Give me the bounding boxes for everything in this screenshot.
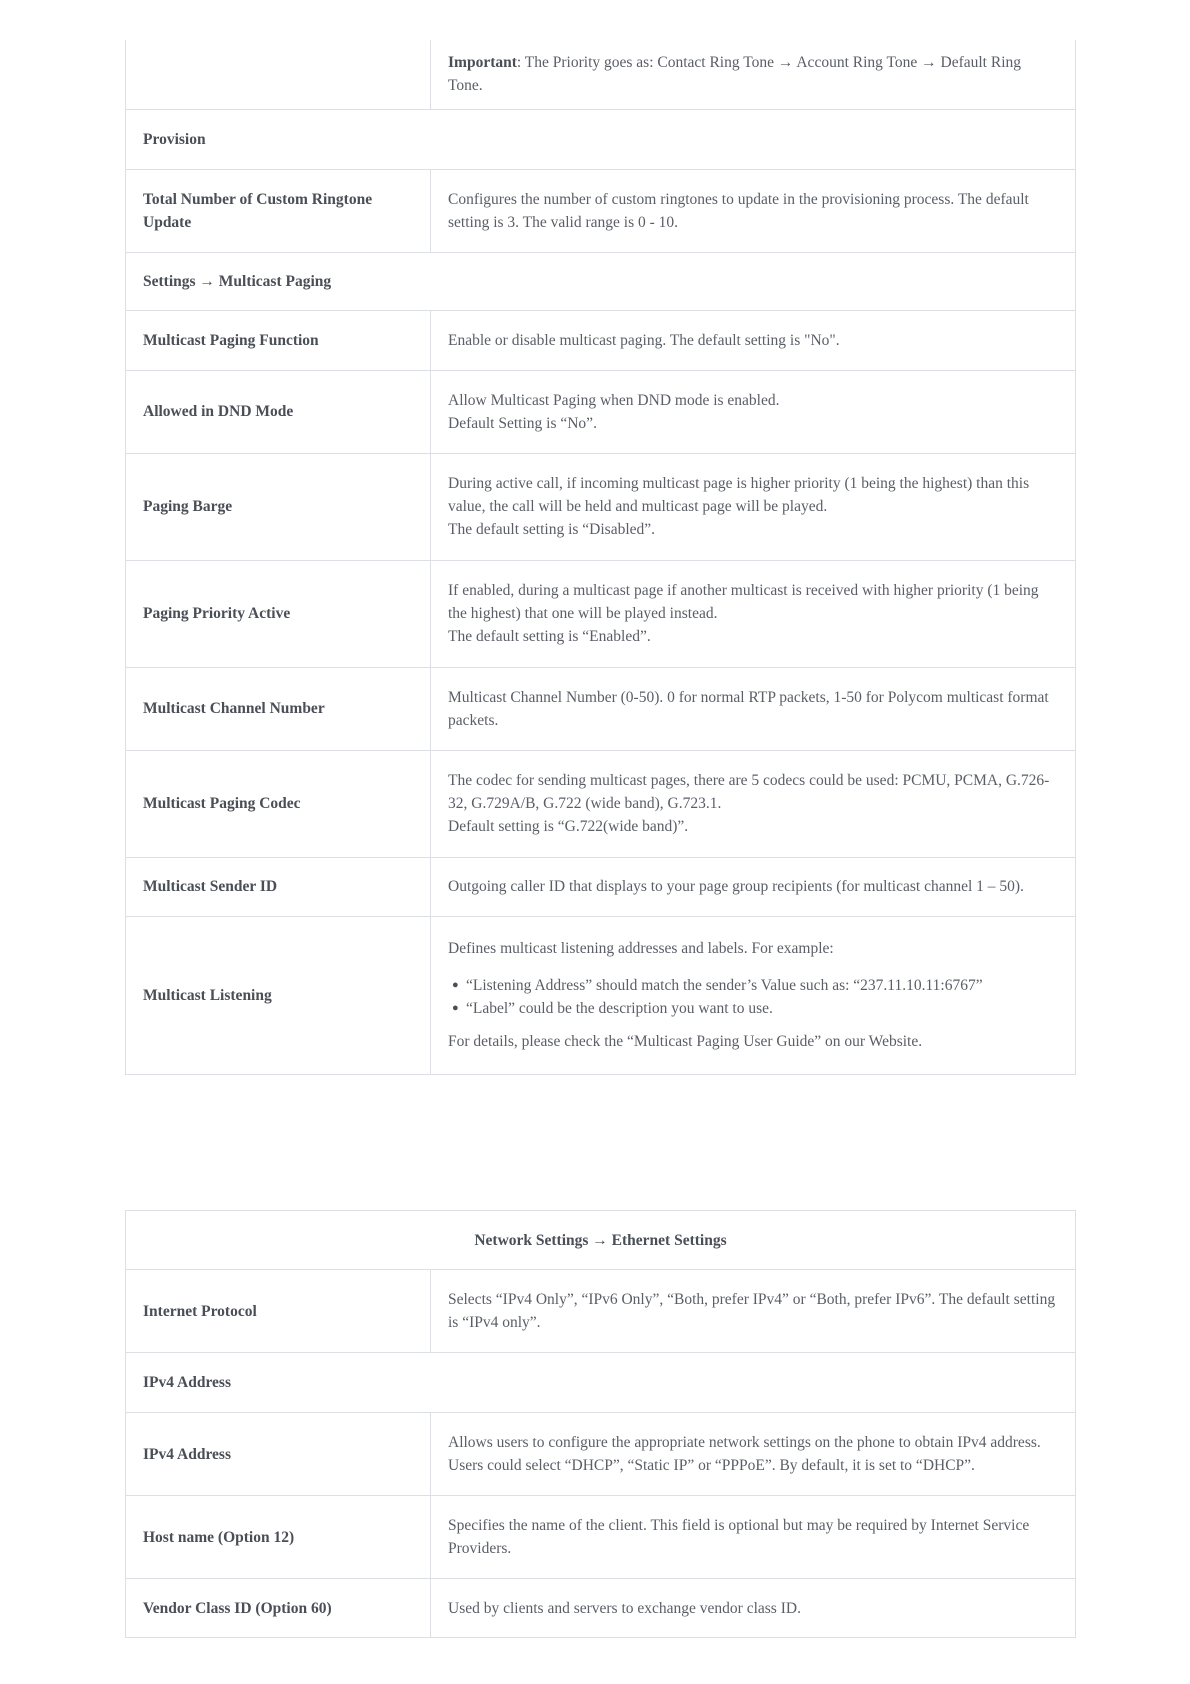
- important-note: [431, 40, 1076, 109]
- description-line: During active call, if incoming multicast page is higher priority (1 being the highest) than this value, the call will be held and multicast page will be played.: [448, 475, 1030, 515]
- list-item: ● “Listening Address” should match the sender’s Value such as: “237.11.10.11:6767”: [448, 974, 1058, 997]
- important-label: Important: [448, 54, 517, 72]
- row-description: [431, 750, 1076, 857]
- table-row: [126, 1579, 1076, 1638]
- description-line: Allow Multicast Paging when DND mode is enabled.: [448, 391, 780, 409]
- description-line: The codec for sending multicast pages, there are 5 codecs could be used: PCMU, PCMA, G.726-32, G.729A/B, G.722 (wide band), G.723.1.: [448, 772, 1050, 812]
- row-label: Vendor Class ID (Option 60): [126, 1579, 431, 1638]
- section-header-multicast-paging: Settings → Multicast Paging: [126, 252, 1076, 310]
- settings-table-multicast: [125, 40, 1076, 1075]
- row-label: Multicast Listening: [126, 916, 431, 1074]
- table-cell-empty: [126, 40, 431, 109]
- row-description: [431, 310, 1076, 370]
- description-line: Default setting is “G.722(wide band)”.: [448, 818, 689, 835]
- row-description: [431, 857, 1076, 916]
- table-row: [126, 453, 1076, 560]
- row-label: Host name (Option 12): [126, 1496, 431, 1579]
- description-line: Multicast Channel Number (0-50). 0 for normal RTP packets, 1-50 for Polycom multicast format packets.: [448, 688, 1049, 729]
- table-row: [126, 916, 1076, 1074]
- description-line: Specifies the name of the client. This field is optional but may be required by Internet Service Providers.: [448, 1517, 1030, 1557]
- row-label: Multicast Sender ID: [126, 857, 431, 916]
- row-description: [431, 1496, 1076, 1579]
- row-label: IPv4 Address: [126, 1413, 431, 1496]
- description-line: Configures the number of custom ringtones to update in the provisioning process. The default setting is 3. The valid range is 0 - 10.: [448, 190, 1029, 231]
- row-label: Paging Barge: [126, 453, 431, 560]
- row-label: Paging Priority Active: [126, 560, 431, 667]
- table-row: [126, 109, 1076, 169]
- row-label: Multicast Paging Function: [126, 310, 431, 370]
- description-line: Enable or disable multicast paging. The default setting is "No".: [448, 331, 840, 349]
- description-line: Selects “IPv4 Only”, “IPv6 Only”, “Both, prefer IPv4” or “Both, prefer IPv6”. The default setting is “IPv4 only”.: [448, 1291, 1056, 1331]
- table-row: [126, 1211, 1076, 1270]
- table-row: [126, 310, 1076, 370]
- table-row: [126, 750, 1076, 857]
- table-row: [126, 370, 1076, 453]
- description-line: Defines multicast listening addresses and labels. For example:: [448, 940, 834, 957]
- table-row: [126, 1270, 1076, 1353]
- table-row: [126, 1496, 1076, 1579]
- description-line: The default setting is “Enabled”.: [448, 628, 651, 645]
- row-description: [431, 916, 1076, 1074]
- table-header: Network Settings → Ethernet Settings: [126, 1211, 1076, 1270]
- table-row: [126, 252, 1076, 310]
- table-row: [126, 1413, 1076, 1496]
- table-row: [126, 169, 1076, 252]
- row-description: [431, 560, 1076, 667]
- description-line: Default Setting is “No”.: [448, 414, 597, 432]
- row-description: [431, 1579, 1076, 1638]
- description-line: Allows users to configure the appropriate network settings on the phone to obtain IPv4 address. Users could select “DHCP”, “Static IP” or “PPPoE”. By default, it is set to “DHCP”.: [448, 1434, 1041, 1474]
- section-header-provision: Provision: [126, 109, 1076, 169]
- description-line: If enabled, during a multicast page if another multicast is received with higher priority (1 being the highest) that one will be played instead.: [448, 582, 1039, 622]
- table-row: [126, 1353, 1076, 1413]
- row-label: Allowed in DND Mode: [126, 370, 431, 453]
- table-row: [126, 857, 1076, 916]
- row-description: [431, 169, 1076, 252]
- row-label: Total Number of Custom Ringtone Update: [126, 169, 431, 252]
- row-label: Internet Protocol: [126, 1270, 431, 1353]
- description-line: Outgoing caller ID that displays to your page group recipients (for multicast channel 1 – 50).: [448, 878, 1024, 895]
- table-row: [126, 40, 1076, 109]
- row-label: Multicast Channel Number: [126, 667, 431, 750]
- bullet-list: [448, 974, 1058, 1020]
- description-line: For details, please check the “Multicast Paging User Guide” on our Website.: [448, 1033, 923, 1050]
- important-text: : The Priority goes as: Contact Ring Tone → Account Ring Tone → Default Ring Tone.: [448, 54, 1022, 95]
- description-line: The default setting is “Disabled”.: [448, 521, 656, 538]
- description-line: Used by clients and servers to exchange vendor class ID.: [448, 1599, 801, 1617]
- settings-table-ethernet: [125, 1210, 1076, 1638]
- row-label: Multicast Paging Codec: [126, 750, 431, 857]
- row-description: [431, 1270, 1076, 1353]
- row-description: [431, 370, 1076, 453]
- row-description: [431, 667, 1076, 750]
- table-row: [126, 667, 1076, 750]
- table-row: [126, 560, 1076, 667]
- list-item: ● “Label” could be the description you want to use.: [448, 997, 1058, 1020]
- section-header-ipv4: IPv4 Address: [126, 1353, 1076, 1413]
- row-description: [431, 1413, 1076, 1496]
- row-description: [431, 453, 1076, 560]
